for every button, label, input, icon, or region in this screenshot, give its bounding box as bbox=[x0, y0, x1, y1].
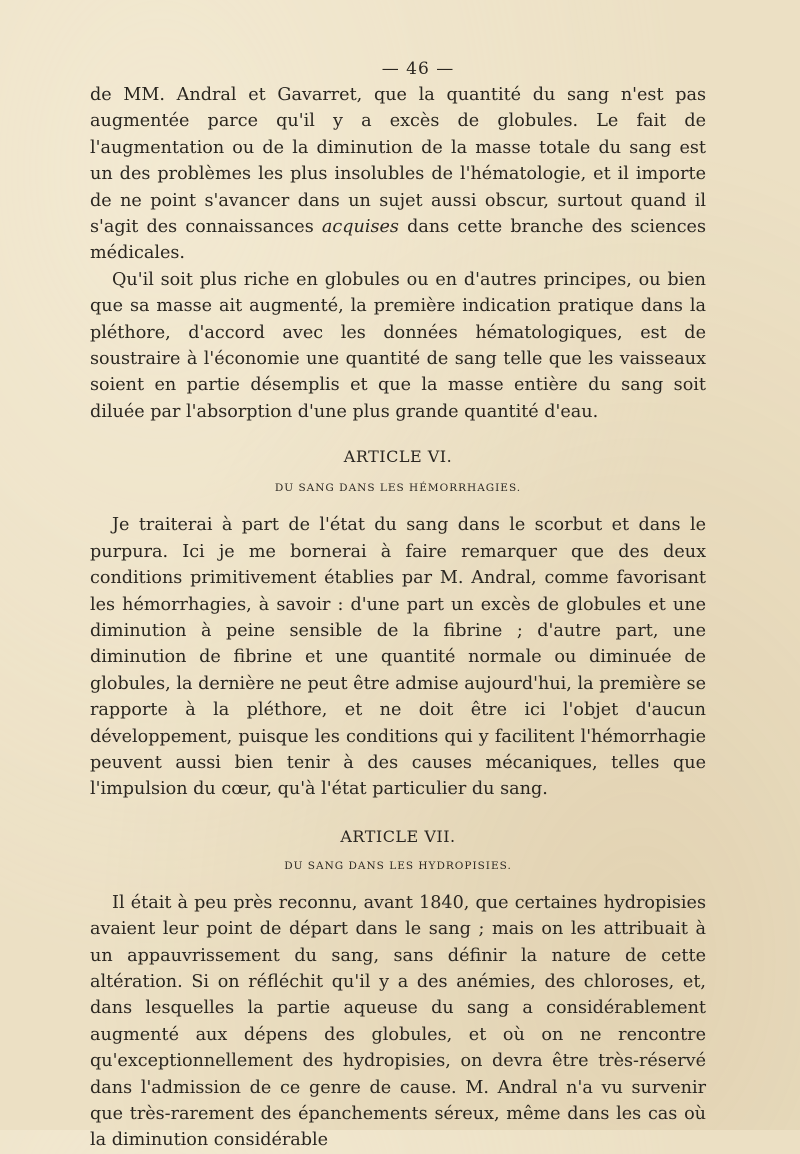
article-7-subtitle: DU SANG DANS LES HYDROPISIES. bbox=[284, 859, 512, 872]
paragraph-3: Je traiterai à part de l'état du sang dans le scorbut et dans le purpura. Ici je me bornerai à faire remarquer que des deux conditions primitivement établies par M. Andral, comme favorisant les hémorrhagies, à savoir : d'une part un excès de globules et une diminution à peine sensible de la fibrine ; d'autre part, une diminution de fibrine et une quantité normale ou diminuée de globules, la dernière ne peut être admise aujourd'hui, la première se rapporte à la pléthore, et ne doit être ici l'objet d'aucun développement, puisque les conditions qui y facilitent l'hémorrhagie peuvent aussi bien tenir à des causes mécaniques, telles que l'impulsion du cœur, qu'à l'état particulier du sang. bbox=[90, 515, 706, 800]
paragraph-1-text-b: dans cette branche des sciences médicales. bbox=[90, 217, 706, 264]
paragraph-2: Qu'il soit plus riche en globules ou en d'autres principes, ou bien que sa masse ait augmenté, la première indication pratique dans la pléthore, d'accord avec les données hématologiques, est de soustraire à l'économie une quantité de sang telle que les vaisseaux soient en partie désemplis et que la masse entière du sang soit diluée par l'absorption d'une plus grande quantité d'eau. bbox=[90, 269, 706, 422]
book-page bbox=[90, 56, 706, 1154]
paragraph-4: Il était à peu près reconnu, avant 1840, que certaines hydropisies avaient leur point de départ dans le sang ; mais on les attribuait à un appauvrissement du sang, sans définir la nature de cette altération. Si on réfléchit qu'il y a des anémies, des chloroses, et, dans lesquelles la partie aqueuse du sang a considérablement augmenté aux dépens des globules, et où on ne rencontre qu'exceptionnellement des hydropisies, on devra être très-réservé dans l'admission de ce genre de cause. M. Andral n'a vu survenir que très-rarement des épanchements séreux, même dans les cas où la diminution considérable bbox=[90, 892, 706, 1151]
page-number: — 46 — bbox=[381, 59, 455, 79]
paragraph-1-text-a: de MM. Andral et Gavarret, que la quantité du sang n'est pas augmentée parce qu'il y a excès de globules. Le fait de l'augmentation ou de la diminution de la masse totale du sang est un des problèmes les plus insolubles de l'hématologie, et il importe de ne point s'avancer dans un sujet aussi obscur, surtout quand il s'agit des connaissances bbox=[90, 85, 706, 238]
article-6-heading: ARTICLE VI. bbox=[343, 447, 453, 467]
paragraph-1 bbox=[90, 82, 706, 267]
article-6-subtitle: DU SANG DANS LES HÉMORRHAGIES. bbox=[274, 482, 522, 495]
paragraph-1-italic: acquises bbox=[321, 217, 399, 238]
article-7-heading: ARTICLE VII. bbox=[340, 826, 456, 846]
